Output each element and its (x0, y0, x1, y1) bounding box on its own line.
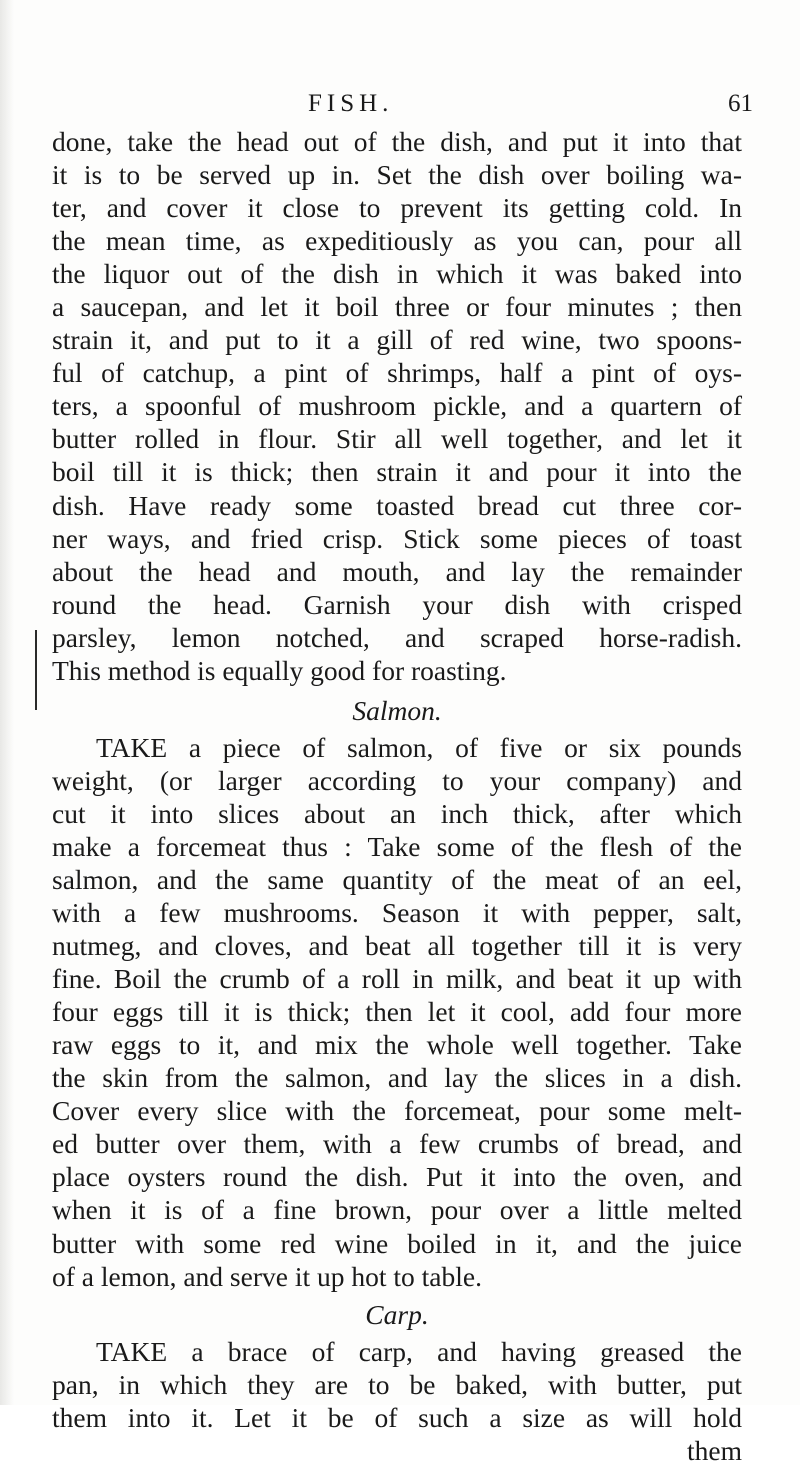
text-line: salmon, and the same quantity of the meat of an eel, (52, 863, 742, 895)
body-text (52, 125, 742, 1467)
text-line: nutmeg, and cloves, and beat all together till it is very (52, 930, 742, 962)
text-line: with a few mushrooms. Season it with pepper, salt, (52, 897, 742, 929)
text-line: place oysters round the dish. Put it into the oven, and (52, 1161, 742, 1193)
text-line: parsley, lemon notched, and scraped horse-radish. (52, 621, 742, 653)
text-line: raw eggs to it, and mix the whole well together. Take (52, 1029, 742, 1061)
running-head (0, 90, 800, 120)
running-title: FISH. (308, 90, 394, 117)
page-gutter-shadow (0, 0, 14, 1405)
text-line: done, take the head out of the dish, and put it into that (52, 126, 742, 157)
text-line: cut it into slices about an inch thick, after which (52, 797, 742, 829)
text-line: four eggs till it is thick; then let it cool, add four more (52, 996, 742, 1028)
text-line: ner ways, and fried crisp. Stick some pieces of toast (52, 522, 742, 554)
text-line: ful of catchup, a pint of shrimps, half a pint of oys- (52, 357, 742, 389)
text-line: round the head. Garnish your dish with crisped (52, 588, 742, 620)
text-line: it is to be served up in. Set the dish over boiling wa- (52, 159, 742, 191)
text-line: of a lemon, and serve it up hot to table. (52, 1260, 482, 1292)
text-line: TAKE a brace of carp, and having greased the (96, 1335, 742, 1367)
text-line: strain it, and put to it a gill of red wine, two spoons- (52, 324, 742, 356)
text-line: them into it. Let it be of such a size as will hold (52, 1401, 742, 1433)
text-line: weight, (or larger according to your company) and (52, 764, 742, 796)
text-line: the mean time, as expeditiously as you can, pour all (52, 225, 742, 257)
text-line: boil till it is thick; then strain it and pour it into the (52, 456, 742, 488)
text-line: This method is equally good for roasting. (52, 654, 507, 686)
text-line: ed butter over them, with a few crumbs of bread, and (52, 1128, 742, 1160)
text-line: fine. Boil the crumb of a roll in milk, and beat it up with (52, 963, 742, 995)
text-line: dish. Have ready some toasted bread cut three cor- (52, 489, 742, 521)
section-heading-salmon: Salmon. (352, 694, 442, 726)
text-line: pan, in which they are to be baked, with butter, put (52, 1368, 742, 1400)
page-number: 61 (728, 90, 753, 117)
text-line: about the head and mouth, and lay the remainder (52, 555, 742, 587)
text-line: the liquor out of the dish in which it was baked into (52, 258, 742, 290)
text-line: Cover every slice with the forcemeat, pour some melt- (52, 1095, 742, 1127)
text-line: ters, a spoonful of mushroom pickle, and a quartern of (52, 390, 742, 422)
margin-rule (35, 630, 37, 710)
text-line: ter, and cover it close to prevent its getting cold. In (52, 192, 742, 224)
catchword: them (687, 1434, 742, 1466)
text-line: make a forcemeat thus : Take some of the flesh of the (52, 830, 742, 862)
text-line: when it is of a fine brown, pour over a little melted (52, 1194, 742, 1226)
text-line: the skin from the salmon, and lay the slices in a dish. (52, 1062, 742, 1094)
section-heading-carp: Carp. (365, 1298, 429, 1330)
text-line: a saucepan, and let it boil three or four minutes ; then (52, 291, 742, 323)
text-line: butter with some red wine boiled in it, and the juice (52, 1227, 742, 1259)
text-line: butter rolled in flour. Stir all well together, and let it (52, 423, 742, 455)
text-line: TAKE a piece of salmon, of five or six pounds (96, 731, 742, 763)
